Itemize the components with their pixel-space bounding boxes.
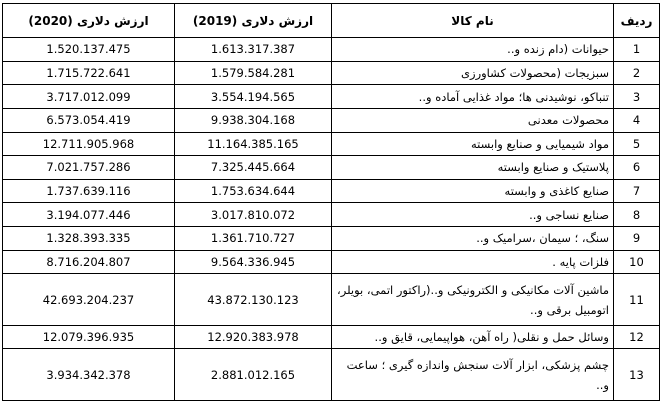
value-2019: 9.938.304.168: [175, 108, 332, 132]
row-number: 9: [614, 227, 660, 251]
row-number: 5: [614, 132, 660, 156]
row-number: 7: [614, 179, 660, 203]
table-row: [3, 349, 660, 401]
value-2019: 1.753.634.644: [175, 179, 332, 203]
value-2019: 2.881.012.165: [175, 349, 332, 401]
value-2020: 12.711.905.968: [3, 132, 175, 156]
export-value-table: [2, 3, 660, 401]
table-row: [3, 61, 660, 85]
header-product-name: نام کالا: [332, 4, 614, 38]
value-2019: 7.325.445.664: [175, 156, 332, 180]
product-name: تنباکو، نوشیدنی ها؛ مواد غذایی آماده و..: [332, 85, 614, 109]
table-row: [3, 203, 660, 227]
row-number: 4: [614, 108, 660, 132]
value-2019: 9.564.336.945: [175, 250, 332, 274]
value-2020: 12.079.396.935: [3, 325, 175, 349]
header-row-number: ردیف: [614, 4, 660, 38]
table-row: [3, 132, 660, 156]
value-2020: 3.194.077.446: [3, 203, 175, 227]
value-2019: 43.872.130.123: [175, 274, 332, 326]
product-name: سبزیجات (محصولات کشاورزی: [332, 61, 614, 85]
value-2019: 1.579.584.281: [175, 61, 332, 85]
product-name: ماشین آلات مکانیکی و الکترونیکی و..(راکتور اتمی، بویلر، اتومبیل برقی و..: [332, 274, 614, 326]
value-2019: 11.164.385.165: [175, 132, 332, 156]
value-2020: 6.573.054.419: [3, 108, 175, 132]
table-row: [3, 108, 660, 132]
row-number: 6: [614, 156, 660, 180]
product-name: حیوانات (دام زنده و..: [332, 38, 614, 62]
value-2020: 1.737.639.116: [3, 179, 175, 203]
product-name: وسائل حمل و نقلی( راه آهن، هواپیمایی، قایق و..: [332, 325, 614, 349]
value-2020: 1.328.393.335: [3, 227, 175, 251]
value-2020: 42.693.204.237: [3, 274, 175, 326]
table-row: [3, 227, 660, 251]
row-number: 8: [614, 203, 660, 227]
table-row: [3, 250, 660, 274]
product-name: چشم پزشکی، ابزار آلات سنجش واندازه گیری ؛ ساعت و..: [332, 349, 614, 401]
row-number: 1: [614, 38, 660, 62]
header-value-2019: ارزش دلاری (2019): [175, 4, 332, 38]
product-name: صنایع کاغذی و وابسته: [332, 179, 614, 203]
value-2019: 1.361.710.727: [175, 227, 332, 251]
product-name: محصولات معدنی: [332, 108, 614, 132]
product-name: سنگ، ؛ سیمان ،سرامیک و..: [332, 227, 614, 251]
row-number: 11: [614, 274, 660, 326]
row-number: 2: [614, 61, 660, 85]
row-number: 12: [614, 325, 660, 349]
table-row: [3, 179, 660, 203]
row-number: 10: [614, 250, 660, 274]
value-2019: 3.554.194.565: [175, 85, 332, 109]
product-name: فلزات پایه .: [332, 250, 614, 274]
table-row: [3, 325, 660, 349]
value-2019: 3.017.810.072: [175, 203, 332, 227]
product-name: صنایع نساجی و..: [332, 203, 614, 227]
table-row: [3, 85, 660, 109]
value-2020: 3.934.342.378: [3, 349, 175, 401]
product-name: پلاستیک و صنایع وابسته: [332, 156, 614, 180]
table-row: [3, 38, 660, 62]
value-2020: 1.715.722.641: [3, 61, 175, 85]
table-header-row: [3, 4, 660, 38]
value-2020: 1.520.137.475: [3, 38, 175, 62]
value-2020: 8.716.204.807: [3, 250, 175, 274]
table-row: [3, 156, 660, 180]
value-2020: 7.021.757.286: [3, 156, 175, 180]
header-value-2020: ارزش دلاری (2020): [3, 4, 175, 38]
row-number: 13: [614, 349, 660, 401]
value-2020: 3.717.012.099: [3, 85, 175, 109]
row-number: 3: [614, 85, 660, 109]
product-name: مواد شیمیایی و صنایع وابسته: [332, 132, 614, 156]
value-2019: 1.613.317.387: [175, 38, 332, 62]
value-2019: 12.920.383.978: [175, 325, 332, 349]
table-row: [3, 274, 660, 326]
